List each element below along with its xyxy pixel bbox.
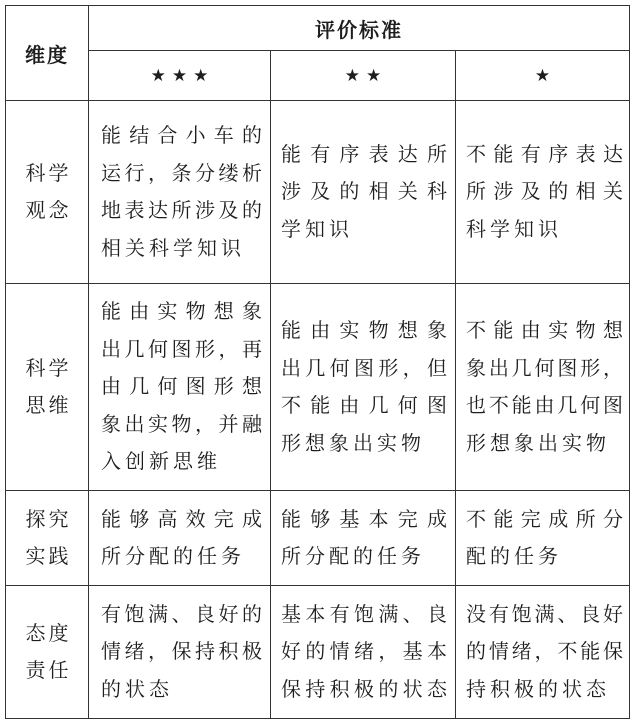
criteria-line: 能由实物想象 (101, 299, 262, 324)
dimension-cell (6, 491, 89, 586)
criteria-line: 不能由实物想 (466, 318, 624, 342)
criteria-line: 出几何图形，但 (281, 355, 447, 380)
dimension-cell (6, 101, 89, 284)
row-scientific-thinking (6, 284, 630, 491)
one-star-criteria-cell (456, 586, 630, 719)
dimension-line: 责任 (25, 658, 72, 682)
criteria-line: 能结合小车的 (101, 123, 262, 147)
three-star-criteria-cell (89, 101, 271, 284)
criteria-line: 能够基本完成 (281, 506, 447, 531)
dimension-line: 科学 (25, 355, 72, 380)
criteria-line: 象出实物，并融 (101, 411, 262, 436)
criteria-line: 保持积极的状态 (281, 676, 447, 701)
two-star-criteria-cell (271, 284, 456, 491)
two-star-criteria-cell (271, 491, 456, 586)
criteria-line: 入创新思维 (101, 449, 221, 474)
three-star-header: ★★★ (89, 51, 271, 101)
criteria-line: 没有饱满、良好 (466, 601, 624, 626)
two-star-header: ★★ (271, 51, 456, 101)
criteria-line: 形想象出实物 (466, 430, 610, 455)
criteria-line: 持积极的状态 (466, 676, 610, 701)
dimension-line: 态度 (25, 620, 72, 645)
criteria-line: 能有序表达所 (281, 141, 447, 166)
criteria-line: 不能由几何图 (281, 393, 447, 417)
criteria-line: 也不能由几何图 (466, 393, 624, 417)
dimension-line: 科学 (25, 160, 72, 185)
criteria-line: 能由实物想象 (281, 318, 447, 342)
row-inquiry-practice (6, 491, 630, 586)
criteria-line: 有饱满、良好的 (101, 601, 262, 626)
three-star-criteria-cell (89, 586, 271, 719)
criteria-line: 形想象出实物 (281, 430, 425, 455)
one-star-criteria-cell (456, 101, 630, 284)
criteria-line: 情绪，保持积极 (101, 639, 262, 664)
criteria-line: 象出几何图形， (466, 355, 624, 380)
dimension-header: 维度 (6, 6, 89, 101)
three-star-criteria-cell (89, 491, 271, 586)
one-star-header: ★ (456, 51, 630, 101)
criteria-line: 运行，条分缕析 (101, 160, 262, 185)
criteria-line: 科学知识 (466, 216, 562, 241)
row-scientific-concept (6, 101, 630, 284)
criteria-line: 基本有饱满、良 (281, 601, 447, 626)
criteria-line: 所分配的任务 (101, 544, 245, 568)
one-star-criteria-cell (456, 284, 630, 491)
criteria-line: 出几何图形，再 (101, 336, 262, 361)
criteria-line: 涉及的相关科 (281, 179, 447, 204)
one-star-criteria-cell (456, 491, 630, 586)
criteria-line: 地表达所涉及的 (101, 198, 262, 222)
criteria-header: 评价标准 (89, 6, 630, 51)
criteria-line: 能够高效完成 (101, 506, 262, 531)
criteria-line: 不能有序表达 (466, 141, 624, 166)
three-star-criteria-cell (89, 284, 271, 491)
dimension-line: 探究 (25, 506, 72, 531)
criteria-line: 不能完成所分 (466, 506, 624, 531)
dimension-line: 观念 (25, 198, 72, 222)
dimension-cell (6, 284, 89, 491)
dimension-cell (6, 586, 89, 719)
criteria-line: 所涉及的相关 (466, 179, 624, 204)
criteria-line: 由几何图形想 (101, 374, 262, 399)
criteria-line: 相关科学知识 (101, 235, 245, 260)
row-attitude-responsibility (6, 586, 630, 719)
header-row-title (6, 6, 630, 51)
criteria-line: 好的情绪，基本 (281, 639, 447, 664)
criteria-line: 配的任务 (466, 544, 562, 568)
two-star-criteria-cell (271, 101, 456, 284)
evaluation-rubric-table (5, 5, 630, 719)
criteria-line: 所分配的任务 (281, 544, 425, 568)
criteria-line: 的状态 (101, 676, 173, 701)
criteria-line: 的情绪，不能保 (466, 639, 624, 664)
criteria-line: 学知识 (281, 216, 353, 241)
dimension-line: 思维 (25, 393, 72, 417)
dimension-line: 实践 (25, 544, 72, 568)
header-row-levels (6, 51, 630, 101)
two-star-criteria-cell (271, 586, 456, 719)
